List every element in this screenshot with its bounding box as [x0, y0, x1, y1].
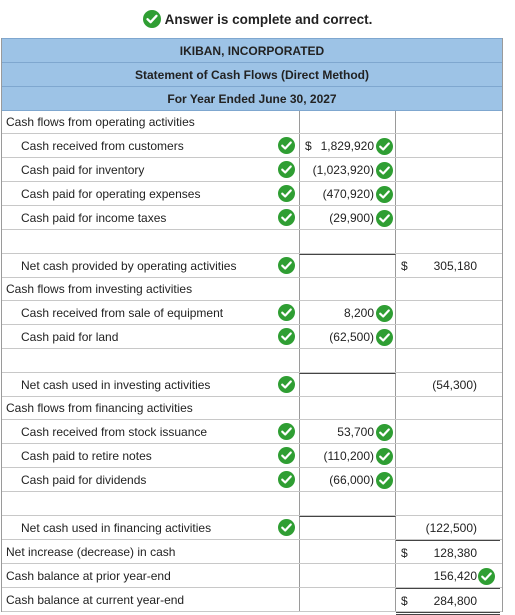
row-label: Net cash provided by operating activities — [21, 258, 237, 273]
check-circle-icon — [278, 423, 295, 440]
amount-input[interactable] — [299, 206, 396, 229]
check-circle-icon — [278, 257, 295, 274]
check-circle-icon — [278, 471, 295, 488]
amount-input[interactable] — [299, 468, 396, 491]
row-prior-balance — [2, 564, 502, 588]
check-circle-icon — [376, 186, 393, 203]
row-label: Cash received from customers — [21, 138, 184, 153]
row-label: Cash paid for dividends — [21, 472, 147, 487]
amount-value: 156,420 — [433, 568, 477, 583]
row-label: Cash paid for income taxes — [21, 210, 167, 225]
check-circle-icon — [278, 519, 295, 536]
check-circle-icon — [278, 137, 295, 154]
row-label: Cash balance at prior year-end — [6, 568, 171, 583]
total-input[interactable] — [396, 516, 500, 539]
amount-value: (62,500) — [329, 329, 374, 344]
row-spacer — [2, 349, 502, 373]
row-label: Cash paid for inventory — [21, 162, 145, 177]
amount-input[interactable] — [299, 134, 396, 157]
row-label: Cash flows from financing activities — [6, 401, 193, 415]
row-label: Cash paid for operating expenses — [21, 186, 201, 201]
row-paid-land — [2, 325, 502, 349]
amount-input[interactable] — [299, 492, 396, 515]
amount-input[interactable] — [299, 420, 396, 443]
row-label: Cash balance at current year-end — [6, 592, 185, 607]
row-current-balance — [2, 588, 502, 612]
check-circle-icon — [278, 447, 295, 464]
check-circle-icon — [376, 305, 393, 322]
amount-value: 53,700 — [337, 424, 374, 439]
currency-symbol: $ — [305, 138, 312, 153]
row-cash-customers — [2, 134, 502, 158]
amount-value: 128,380 — [433, 545, 477, 560]
amount-input[interactable] — [299, 158, 396, 181]
result-banner — [0, 0, 515, 38]
row-label: Cash paid for land — [21, 329, 119, 344]
check-circle-icon — [376, 138, 393, 155]
check-circle-icon — [376, 472, 393, 489]
check-circle-icon — [376, 162, 393, 179]
row-net-financing — [2, 516, 502, 540]
currency-symbol: $ — [401, 258, 408, 273]
currency-symbol: $ — [401, 545, 408, 560]
currency-symbol: $ — [401, 593, 408, 608]
check-circle-icon — [278, 328, 295, 345]
row-stock-issuance — [2, 420, 502, 444]
amount-value: (29,900) — [329, 210, 374, 225]
row-label: Net cash used in financing activities — [21, 520, 212, 535]
check-circle-icon — [478, 568, 495, 585]
row-label: Cash flows from investing activities — [6, 282, 193, 296]
amount-value: (1,023,920) — [312, 162, 374, 177]
statement-period: For Year Ended June 30, 2027 — [2, 87, 502, 111]
row-spacer — [2, 492, 502, 516]
result-banner-text: Answer is complete and correct. — [164, 11, 373, 27]
amount-value: 1,829,920 — [320, 138, 374, 153]
row-sale-equipment — [2, 301, 502, 325]
row-label: Cash paid to retire notes — [21, 448, 152, 463]
amount-input[interactable] — [299, 325, 396, 348]
check-circle-icon — [278, 209, 295, 226]
row-label: Net increase (decrease) in cash — [6, 544, 176, 559]
statement-title: Statement of Cash Flows (Direct Method) — [2, 63, 502, 87]
check-circle-icon — [143, 10, 161, 28]
row-dividends — [2, 468, 502, 492]
amount-value: (54,300) — [432, 377, 477, 392]
row-label: Cash flows from operating activities — [6, 115, 195, 129]
amount-input[interactable] — [299, 301, 396, 324]
company-name: IKIBAN, INCORPORATED — [2, 38, 502, 63]
cash-flow-statement — [1, 38, 503, 612]
row-net-investing — [2, 373, 502, 397]
amount-input[interactable] — [299, 444, 396, 467]
row-net-operating — [2, 254, 502, 278]
check-circle-icon — [376, 448, 393, 465]
row-label: Cash received from sale of equipment — [21, 305, 224, 320]
total-input[interactable] — [396, 373, 500, 396]
amount-value: 305,180 — [433, 258, 477, 273]
row-cash-taxes — [2, 206, 502, 230]
row-cash-inventory — [2, 158, 502, 182]
row-financing-header — [2, 397, 502, 420]
total-input[interactable] — [396, 564, 500, 587]
amount-input[interactable] — [299, 349, 396, 372]
amount-value: (470,920) — [322, 186, 374, 201]
amount-value: 284,800 — [433, 593, 477, 608]
amount-input[interactable] — [299, 230, 396, 253]
total-input[interactable] — [396, 540, 500, 564]
check-circle-icon — [278, 304, 295, 321]
row-investing-header — [2, 278, 502, 301]
amount-value: (110,200) — [323, 448, 374, 463]
check-circle-icon — [376, 210, 393, 227]
check-circle-icon — [278, 185, 295, 202]
row-net-change — [2, 540, 502, 564]
amount-value: (66,000) — [329, 472, 374, 487]
row-retire-notes — [2, 444, 502, 468]
check-circle-icon — [278, 161, 295, 178]
row-label: Net cash used in investing activities — [21, 377, 211, 392]
row-cash-opex — [2, 182, 502, 206]
amount-value: (122,500) — [425, 520, 477, 535]
amount-input[interactable] — [299, 182, 396, 205]
check-circle-icon — [376, 424, 393, 441]
check-circle-icon — [278, 376, 295, 393]
check-circle-icon — [376, 329, 393, 346]
row-operating-header — [2, 111, 502, 134]
total-input[interactable] — [396, 254, 500, 277]
amount-value: 8,200 — [343, 305, 374, 320]
row-label: Cash received from stock issuance — [21, 424, 208, 439]
row-spacer — [2, 230, 502, 254]
